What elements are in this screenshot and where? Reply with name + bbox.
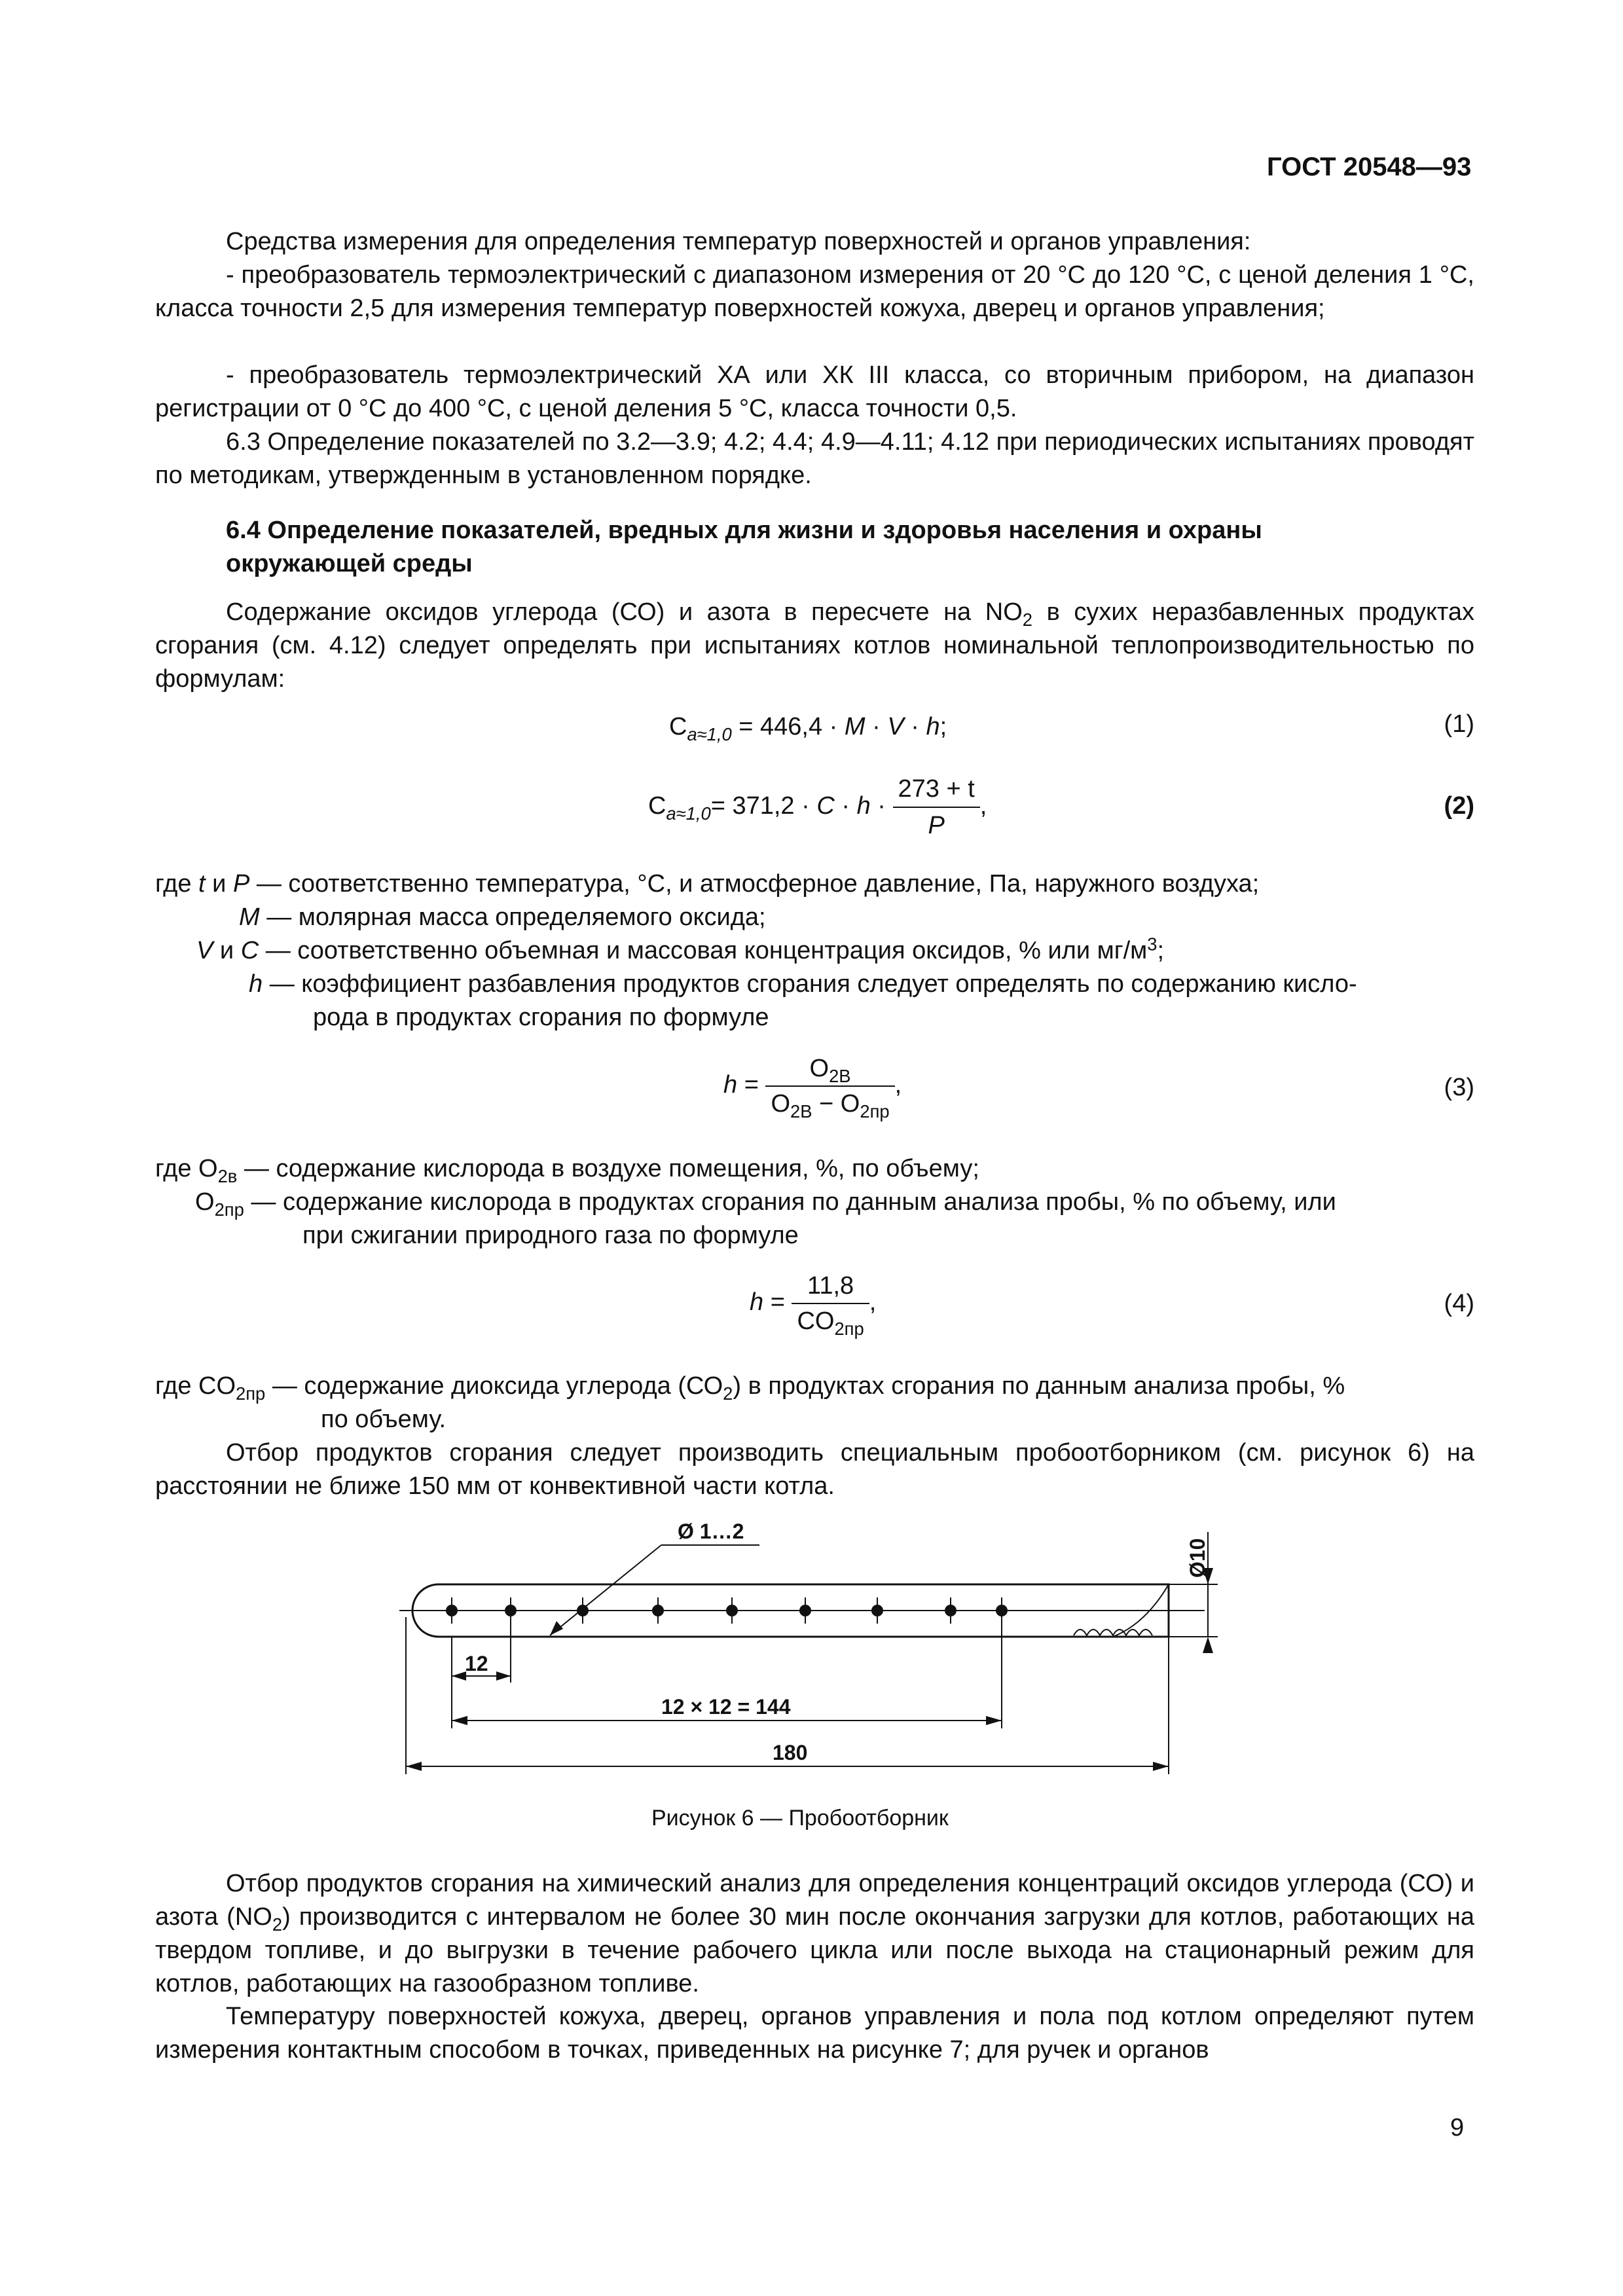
glossary-t-p: где t и P — соответственно температура, °С, и атмосферное давление, Па, наружного воздуха; bbox=[155, 870, 1260, 898]
probe-thread bbox=[1074, 1630, 1152, 1635]
glossary-co2pr-cont: по объему. bbox=[321, 1406, 447, 1433]
temperature-paragraph: Температуру поверхностей кожуха, дверец, органов управления и пола под котлом определяют путем измерения контактным способом в точках, приведенных на рисунке 7; для ручек и органов bbox=[155, 2003, 1474, 2064]
measure-item-1: - преобразователь термоэлектрический с диапазоном измерения от 20 °С до 120 °С, с ценой деления 1 °С, класса точности 2,5 для измерения температур поверхностей кожуха, дверец и органов управления; bbox=[155, 261, 1474, 322]
dim-pitch-label: 12 bbox=[465, 1652, 488, 1675]
glossary-h: h — коэффициент разбавления продуктов сгорания следует определять по содержанию кисло- bbox=[249, 970, 1357, 998]
glossary-h-cont: рода в продуктах сгорания по формуле bbox=[313, 1004, 769, 1031]
glossary-v-c: V и C — соответственно объемная и массовая концентрация оксидов, % или $мг/м^3$; bbox=[196, 934, 1165, 964]
probe-drawing bbox=[393, 1519, 1244, 1794]
formula-2: $C_{a\approx 1,0}= 371,2 \cdot C \cdot h$ · $\frac{273 + t}{P}$ , bbox=[648, 773, 987, 842]
formula-2-number: (2) bbox=[1444, 792, 1474, 820]
oxides-paragraph: Содержание оксидов углерода (СО) и азота в пересчете на $NO_2$ в сухих неразбавленных продуктах сгорания (см. 4.12) следует определять при испытаниях котлов номинальной теплопроизводительностью по формулам: bbox=[155, 598, 1474, 693]
standard-code: ГОСТ 20548—93 bbox=[1267, 153, 1472, 181]
formula-3: h = $\frac{O_{2В}}{O_{2В} - O_{2пр}}$ , bbox=[723, 1053, 902, 1120]
glossary-o2v: где $O_{2в}$ — содержание кислорода в воздухе помещения, %, по объему; bbox=[155, 1155, 979, 1186]
section-6-3: 6.3 Определение показателей по 3.2—3.9; 4.2; 4.4; 4.9—4.11; 4.12 при периодических испытаниях проводят по методикам, утвержденным в установленном порядке. bbox=[155, 428, 1474, 489]
section-6-4-title: 6.4 Определение показателей, вредных для жизни и здоровья населения и охраны окружающей среды bbox=[226, 517, 1262, 577]
measure-intro: Средства измерения для определения температур поверхностей и органов управления: bbox=[226, 228, 1251, 255]
figure-caption: Рисунок 6 — Пробоотборник bbox=[651, 1806, 949, 1831]
sampling-paragraph: Отбор продуктов сгорания следует производить специальным пробоотборником (см. рисунок 6) на расстоянии не ближе 150 мм от конвективной части котла. bbox=[155, 1439, 1474, 1500]
chem-analysis-paragraph: Отбор продуктов сгорания на химический анализ для определения концентраций оксидов углерода (СО) и азота $(NO_2)$ производится с интервалом не более 30 мин после окончания загрузки для котлов, работающих на твердом топливе, и до выгрузки в течение рабочего цикла или после выхода на стационарный режим для котлов, работающих на газообразном топливе. bbox=[155, 1870, 1474, 1997]
formula-3-number: (3) bbox=[1444, 1074, 1474, 1101]
formula-4: h = $\frac{11,8}{CO_{2пр}}$ , bbox=[750, 1270, 876, 1337]
glossary-m: M — молярная масса определяемого оксида; bbox=[239, 903, 766, 931]
glossary-o2pr-cont: при сжигании природного газа по формуле bbox=[302, 1222, 799, 1249]
formula-1-number: (1) bbox=[1444, 710, 1474, 738]
dim-span-label: 12 × 12 = 144 bbox=[661, 1695, 791, 1719]
measure-item-2: - преобразователь термоэлектрический ХА или ХК III класса, со вторичным прибором, на диапазон регистрации от 0 °С до 400 °С, с ценой деления 5 °С, класса точности 0,5. bbox=[155, 361, 1474, 422]
dim-diameter-label: Ø10 bbox=[1186, 1538, 1209, 1578]
dim-hole-label: Ø 1…2 bbox=[678, 1520, 744, 1543]
formula-1: $C_{a\approx 1,0} = 446,4 \cdot M \cdot V \cdot h$; bbox=[669, 713, 947, 744]
page-number: 9 bbox=[1450, 2114, 1465, 2141]
glossary-co2pr: где $CO_{2пр}$ — содержание диоксида углерода $(СО_2)$ в продуктах сгорания по данным анализа пробы, % bbox=[155, 1372, 1345, 1404]
dim-total-label: 180 bbox=[773, 1741, 808, 1764]
formula-4-number: (4) bbox=[1444, 1290, 1474, 1317]
glossary-o2pr: $O_{2пр}$ — содержание кислорода в продуктах сгорания по данным анализа пробы, % по объему, или bbox=[195, 1188, 1336, 1220]
